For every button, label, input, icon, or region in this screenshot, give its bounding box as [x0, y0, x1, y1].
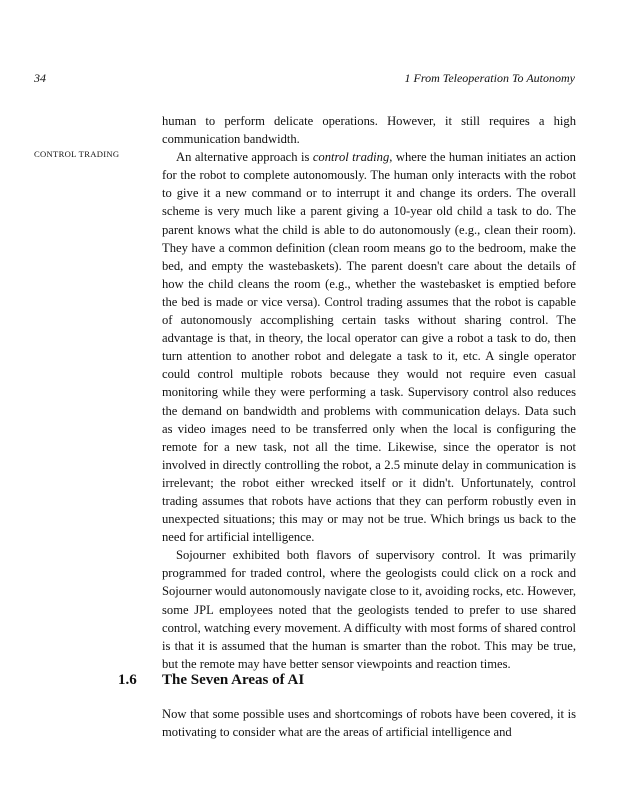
paragraph-sojourner: Sojourner exhibited both flavors of supervisory control. It was primarily programmed for traded control, where the geologists could click on a rock and Sojourner would autonomously navigate close to it, avoiding rocks, etc. However, some JPL employees noted that the geologists tended to prefer to use shared control, watching every movement. A difficulty with most forms of shared control is that it is assumed that the human is smarter than the robot. This may be true, but the remote may have better sensor viewpoints and reaction times.	[162, 548, 576, 671]
section-number: 1.6	[118, 672, 137, 688]
paragraph-continued: human to perform delicate operations. However, it still requires a high communication bandwidth.	[162, 114, 576, 147]
body-text	[162, 112, 576, 673]
section-heading	[118, 670, 304, 690]
section-title: The Seven Areas of AI	[162, 672, 305, 688]
paragraph-text-end: , where the human initiates an action for the robot to complete autonomously. The human only interacts with the robot to give it a new command or to interrupt it and change its orders. The overall scheme is very much like a parent giving a 10-year old child a task to do. The parent knows what the child is able to do autonomously (e.g., clean their room). They have a common definition (clean room means go to the bedroom, make the bed, and empty the wastebaskets). The parent doesn't care about the details of how the child cleans the room (e.g., whether the wastebasket is emptied before the bed is made or vice versa). Control trading assumes that the robot is capable of autonomously accomplishing certain tasks without sharing control. The advantage is that, in theory, the local operator can give a robot a task to do, then turn attention to another robot and delegate a task to it, etc. A single operator could control multiple robots because they would not require even casual monitoring while they were performing a task. Supervisory control also reduces the demand on bandwidth and problems with communication delays. Data such as video images need to be transferred only when the local is configuring the remote for a new task, not all the time. Likewise, since the operator is not involved in directly controlling the robot, a 2.5 minute delay in communication is irrelevant; the robot either wrecked itself or it didn't. Unfortunately, control trading assumes that robots have actions that they can perform robustly even in unexpected situations; this may or may not be true. Which brings us back to the need for artificial intelligence.	[162, 150, 576, 545]
chapter-title: 1 From Teleoperation To Autonomy	[404, 71, 575, 85]
paragraph-text-start: An alternative approach is	[176, 150, 313, 165]
section-body	[162, 705, 576, 741]
margin-note-control-trading: CONTROL TRADING	[34, 149, 120, 159]
paragraph-control-trading	[162, 148, 576, 546]
page-number: 34	[34, 71, 46, 85]
running-head	[34, 71, 575, 87]
section-paragraph: Now that some possible uses and shortcomings of robots have been covered, it is motivating to consider what are the areas of artificial intelligence and	[162, 707, 576, 740]
emphasized-term: control trading	[312, 150, 390, 165]
